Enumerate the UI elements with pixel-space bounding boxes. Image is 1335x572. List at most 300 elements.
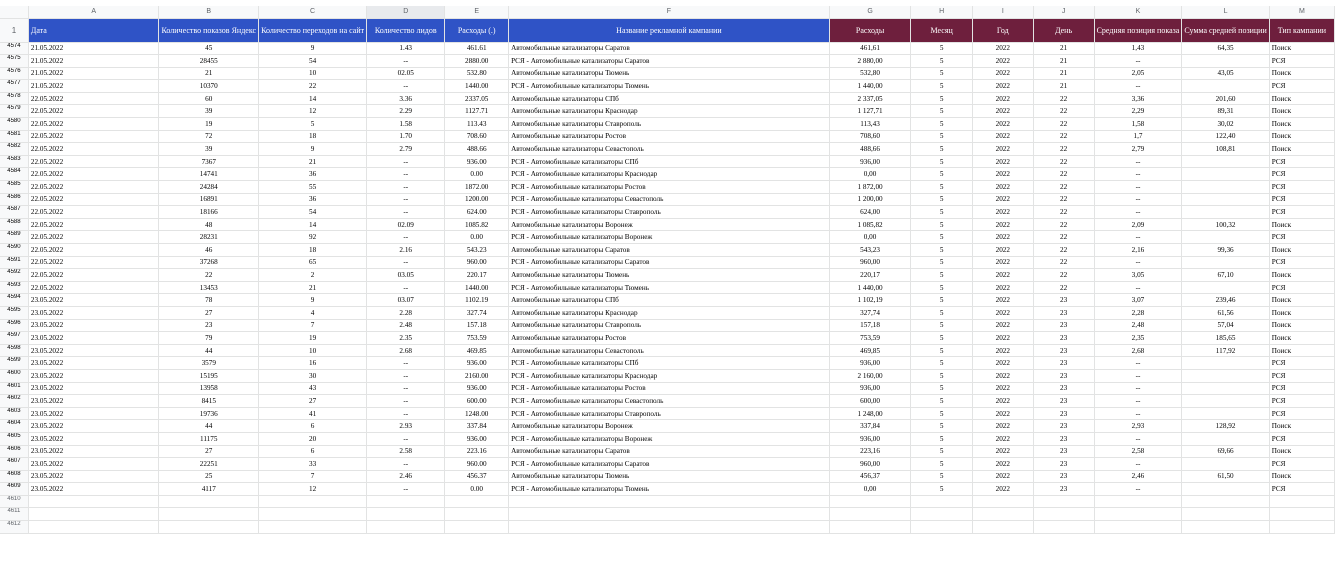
cell-leads[interactable]: -- [367,55,445,68]
cell-avg-position[interactable]: -- [1094,458,1182,471]
cell-clicks[interactable]: 36 [259,193,367,206]
row-number[interactable]: 4582 [0,143,28,156]
cell-impressions[interactable]: 10370 [159,80,259,93]
cell-campaign-name[interactable]: Автомобильные катализаторы СПб [509,294,830,307]
cell-position-sum[interactable] [1182,80,1269,93]
cell-expenses[interactable]: 223,16 [829,445,911,458]
cell-campaign-name[interactable]: Автомобильные катализаторы Севастополь [509,143,830,156]
cell-leads[interactable]: -- [367,281,445,294]
cell-leads[interactable]: 1.70 [367,130,445,143]
cell-expenses-raw[interactable]: 960.00 [445,256,509,269]
row-number[interactable]: 4575 [0,55,28,68]
cell-year[interactable]: 2022 [973,118,1034,131]
cell-leads[interactable]: -- [367,256,445,269]
row-number[interactable]: 4577 [0,80,28,93]
cell-campaign-type[interactable]: Поиск [1269,92,1334,105]
cell-impressions[interactable]: 3579 [159,357,259,370]
empty-cell[interactable] [159,508,259,521]
cell-impressions[interactable]: 21 [159,67,259,80]
cell-day[interactable]: 23 [1033,319,1094,332]
cell-expenses[interactable]: 753,59 [829,332,911,345]
cell-position-sum[interactable]: 201,60 [1182,92,1269,105]
cell-position-sum[interactable]: 67,10 [1182,269,1269,282]
cell-expenses-raw[interactable]: 2337.05 [445,92,509,105]
cell-day[interactable]: 23 [1033,458,1094,471]
cell-position-sum[interactable] [1182,382,1269,395]
row-number[interactable]: 4583 [0,155,28,168]
cell-expenses[interactable]: 1 440,00 [829,80,911,93]
cell-date[interactable]: 22.05.2022 [28,269,159,282]
cell-leads[interactable]: 3.36 [367,92,445,105]
empty-cell[interactable] [1033,508,1094,521]
cell-year[interactable]: 2022 [973,181,1034,194]
cell-day[interactable]: 22 [1033,193,1094,206]
cell-leads[interactable]: 03.07 [367,294,445,307]
cell-expenses-raw[interactable]: 1440.00 [445,80,509,93]
cell-month[interactable]: 5 [911,420,973,433]
row-number[interactable]: 4599 [0,357,28,370]
cell-position-sum[interactable]: 108,81 [1182,143,1269,156]
row-number[interactable]: 4574 [0,42,28,55]
empty-cell[interactable] [28,521,159,534]
empty-cell[interactable] [1269,508,1334,521]
cell-day[interactable]: 23 [1033,470,1094,483]
empty-cell[interactable] [28,495,159,508]
cell-impressions[interactable]: 28231 [159,231,259,244]
cell-avg-position[interactable]: -- [1094,407,1182,420]
cell-clicks[interactable]: 21 [259,155,367,168]
cell-position-sum[interactable] [1182,155,1269,168]
cell-clicks[interactable]: 9 [259,42,367,55]
cell-day[interactable]: 21 [1033,42,1094,55]
empty-cell[interactable] [259,508,367,521]
cell-campaign-type[interactable]: РСЯ [1269,155,1334,168]
cell-clicks[interactable]: 12 [259,483,367,496]
cell-year[interactable]: 2022 [973,319,1034,332]
column-header-a[interactable]: A [28,6,159,18]
cell-campaign-type[interactable]: РСЯ [1269,55,1334,68]
cell-campaign-name[interactable]: Автомобильные катализаторы Тюмень [509,67,830,80]
cell-avg-position[interactable]: 3,05 [1094,269,1182,282]
cell-clicks[interactable]: 5 [259,118,367,131]
cell-date[interactable]: 22.05.2022 [28,193,159,206]
cell-month[interactable]: 5 [911,118,973,131]
cell-position-sum[interactable] [1182,281,1269,294]
cell-date[interactable]: 23.05.2022 [28,470,159,483]
cell-month[interactable]: 5 [911,168,973,181]
cell-expenses-raw[interactable]: 960.00 [445,458,509,471]
cell-expenses-raw[interactable]: 753.59 [445,332,509,345]
cell-campaign-name[interactable]: РСЯ - Автомобильные катализаторы Ставрополь [509,206,830,219]
cell-date[interactable]: 22.05.2022 [28,181,159,194]
cell-month[interactable]: 5 [911,357,973,370]
cell-leads[interactable]: -- [367,193,445,206]
cell-expenses[interactable]: 456,37 [829,470,911,483]
row-number[interactable]: 4611 [0,508,28,521]
cell-clicks[interactable]: 9 [259,294,367,307]
cell-impressions[interactable]: 13958 [159,382,259,395]
cell-expenses[interactable]: 488,66 [829,143,911,156]
cell-position-sum[interactable] [1182,181,1269,194]
cell-year[interactable]: 2022 [973,193,1034,206]
cell-expenses[interactable]: 2 160,00 [829,369,911,382]
row-number[interactable]: 4593 [0,281,28,294]
cell-expenses-raw[interactable]: 936.00 [445,432,509,445]
cell-date[interactable]: 23.05.2022 [28,294,159,307]
cell-impressions[interactable]: 39 [159,143,259,156]
cell-year[interactable]: 2022 [973,269,1034,282]
cell-position-sum[interactable] [1182,231,1269,244]
cell-date[interactable]: 22.05.2022 [28,130,159,143]
cell-leads[interactable]: 02.05 [367,67,445,80]
cell-campaign-name[interactable]: РСЯ - Автомобильные катализаторы СПб [509,155,830,168]
cell-campaign-name[interactable]: Автомобильные катализаторы Ростов [509,332,830,345]
cell-year[interactable]: 2022 [973,470,1034,483]
cell-impressions[interactable]: 78 [159,294,259,307]
cell-impressions[interactable]: 14741 [159,168,259,181]
cell-campaign-name[interactable]: Автомобильные катализаторы Воронеж [509,218,830,231]
row-number[interactable]: 4592 [0,269,28,282]
cell-position-sum[interactable] [1182,407,1269,420]
cell-month[interactable]: 5 [911,155,973,168]
cell-year[interactable]: 2022 [973,143,1034,156]
cell-expenses-raw[interactable]: 1085.82 [445,218,509,231]
cell-clicks[interactable]: 7 [259,470,367,483]
empty-cell[interactable] [367,495,445,508]
row-number[interactable]: 4608 [0,470,28,483]
cell-position-sum[interactable]: 89,31 [1182,105,1269,118]
cell-campaign-name[interactable]: Автомобильные катализаторы Саратов [509,42,830,55]
cell-campaign-name[interactable]: Автомобильные катализаторы Тюмень [509,470,830,483]
cell-campaign-name[interactable]: РСЯ - Автомобильные катализаторы Саратов [509,458,830,471]
cell-month[interactable]: 5 [911,269,973,282]
cell-year[interactable]: 2022 [973,231,1034,244]
cell-campaign-name[interactable]: Автомобильные катализаторы Саратов [509,244,830,257]
row-number[interactable]: 4580 [0,118,28,131]
cell-expenses-raw[interactable]: 113.43 [445,118,509,131]
cell-campaign-type[interactable]: РСЯ [1269,80,1334,93]
row-number[interactable]: 4589 [0,231,28,244]
cell-month[interactable]: 5 [911,42,973,55]
cell-day[interactable]: 23 [1033,407,1094,420]
cell-day[interactable]: 22 [1033,155,1094,168]
cell-expenses[interactable]: 157,18 [829,319,911,332]
cell-clicks[interactable]: 33 [259,458,367,471]
cell-leads[interactable]: 2.35 [367,332,445,345]
cell-month[interactable]: 5 [911,143,973,156]
cell-campaign-type[interactable]: РСЯ [1269,407,1334,420]
cell-position-sum[interactable] [1182,483,1269,496]
cell-day[interactable]: 23 [1033,344,1094,357]
empty-cell[interactable] [829,495,911,508]
header-cell-date[interactable]: Дата [28,18,159,42]
cell-month[interactable]: 5 [911,458,973,471]
cell-expenses-raw[interactable]: 1127.71 [445,105,509,118]
row-number[interactable]: 4576 [0,67,28,80]
cell-campaign-type[interactable]: РСЯ [1269,432,1334,445]
row-number[interactable]: 4596 [0,319,28,332]
cell-day[interactable]: 22 [1033,130,1094,143]
cell-position-sum[interactable] [1182,432,1269,445]
column-header-d[interactable]: D [367,6,445,18]
empty-cell[interactable] [1094,521,1182,534]
cell-impressions[interactable]: 11175 [159,432,259,445]
cell-month[interactable]: 5 [911,470,973,483]
cell-date[interactable]: 21.05.2022 [28,55,159,68]
cell-date[interactable]: 23.05.2022 [28,306,159,319]
cell-campaign-type[interactable]: РСЯ [1269,231,1334,244]
empty-cell[interactable] [1269,521,1334,534]
row-number[interactable]: 4601 [0,382,28,395]
cell-position-sum[interactable]: 57,04 [1182,319,1269,332]
cell-month[interactable]: 5 [911,206,973,219]
cell-impressions[interactable]: 8415 [159,395,259,408]
cell-day[interactable]: 23 [1033,332,1094,345]
cell-leads[interactable]: -- [367,357,445,370]
cell-month[interactable]: 5 [911,319,973,332]
cell-avg-position[interactable]: -- [1094,369,1182,382]
cell-avg-position[interactable]: 1,58 [1094,118,1182,131]
cell-month[interactable]: 5 [911,294,973,307]
cell-campaign-type[interactable]: Поиск [1269,42,1334,55]
cell-impressions[interactable]: 25 [159,470,259,483]
cell-leads[interactable]: 2.93 [367,420,445,433]
cell-campaign-type[interactable]: РСЯ [1269,281,1334,294]
cell-year[interactable]: 2022 [973,42,1034,55]
cell-campaign-name[interactable]: РСЯ - Автомобильные катализаторы Тюмень [509,281,830,294]
cell-impressions[interactable]: 23 [159,319,259,332]
cell-avg-position[interactable]: -- [1094,206,1182,219]
cell-expenses[interactable]: 0,00 [829,168,911,181]
cell-date[interactable]: 22.05.2022 [28,168,159,181]
empty-cell[interactable] [509,521,830,534]
cell-expenses[interactable]: 1 872,00 [829,181,911,194]
cell-leads[interactable]: -- [367,395,445,408]
cell-impressions[interactable]: 19 [159,118,259,131]
cell-leads[interactable]: 2.58 [367,445,445,458]
empty-cell[interactable] [973,521,1034,534]
cell-year[interactable]: 2022 [973,168,1034,181]
cell-clicks[interactable]: 6 [259,445,367,458]
cell-campaign-name[interactable]: РСЯ - Автомобильные катализаторы Воронеж [509,432,830,445]
cell-leads[interactable]: -- [367,483,445,496]
cell-year[interactable]: 2022 [973,130,1034,143]
cell-position-sum[interactable] [1182,357,1269,370]
empty-cell[interactable] [1033,495,1094,508]
cell-campaign-name[interactable]: РСЯ - Автомобильные катализаторы Ростов [509,181,830,194]
cell-leads[interactable]: -- [367,155,445,168]
cell-campaign-type[interactable]: РСЯ [1269,357,1334,370]
header-cell-leads[interactable]: Количество лидов [367,18,445,42]
cell-expenses[interactable]: 1 085,82 [829,218,911,231]
cell-impressions[interactable]: 13453 [159,281,259,294]
cell-leads[interactable]: -- [367,432,445,445]
cell-year[interactable]: 2022 [973,244,1034,257]
cell-day[interactable]: 22 [1033,118,1094,131]
empty-cell[interactable] [445,495,509,508]
cell-avg-position[interactable]: 2,09 [1094,218,1182,231]
cell-leads[interactable]: 2.28 [367,306,445,319]
empty-cell[interactable] [973,508,1034,521]
cell-year[interactable]: 2022 [973,206,1034,219]
cell-clicks[interactable]: 19 [259,332,367,345]
cell-date[interactable]: 23.05.2022 [28,395,159,408]
cell-campaign-name[interactable]: Автомобильные катализаторы Воронеж [509,420,830,433]
cell-impressions[interactable]: 45 [159,42,259,55]
cell-campaign-type[interactable]: Поиск [1269,269,1334,282]
cell-campaign-name[interactable]: РСЯ - Автомобильные катализаторы Севастополь [509,193,830,206]
cell-campaign-name[interactable]: РСЯ - Автомобильные катализаторы Краснодар [509,168,830,181]
cell-day[interactable]: 22 [1033,143,1094,156]
row-number[interactable]: 4578 [0,92,28,105]
cell-day[interactable]: 23 [1033,294,1094,307]
cell-leads[interactable]: 2.48 [367,319,445,332]
cell-year[interactable]: 2022 [973,344,1034,357]
cell-position-sum[interactable] [1182,256,1269,269]
cell-expenses-raw[interactable]: 532.80 [445,67,509,80]
cell-date[interactable]: 22.05.2022 [28,231,159,244]
cell-avg-position[interactable]: 2,16 [1094,244,1182,257]
cell-expenses[interactable]: 936,00 [829,382,911,395]
cell-expenses[interactable]: 1 127,71 [829,105,911,118]
cell-campaign-name[interactable]: РСЯ - Автомобильные катализаторы Саратов [509,256,830,269]
cell-impressions[interactable]: 72 [159,130,259,143]
cell-avg-position[interactable]: 2,46 [1094,470,1182,483]
cell-day[interactable]: 23 [1033,306,1094,319]
cell-avg-position[interactable]: 2,93 [1094,420,1182,433]
cell-impressions[interactable]: 7367 [159,155,259,168]
cell-year[interactable]: 2022 [973,256,1034,269]
cell-day[interactable]: 22 [1033,92,1094,105]
cell-position-sum[interactable] [1182,369,1269,382]
cell-year[interactable]: 2022 [973,306,1034,319]
cell-position-sum[interactable]: 64,35 [1182,42,1269,55]
cell-campaign-name[interactable]: Автомобильные катализаторы Ставрополь [509,118,830,131]
cell-position-sum[interactable] [1182,206,1269,219]
cell-month[interactable]: 5 [911,67,973,80]
cell-clicks[interactable]: 54 [259,55,367,68]
header-cell-day[interactable]: День [1033,18,1094,42]
empty-cell[interactable] [159,495,259,508]
cell-expenses-raw[interactable]: 543.23 [445,244,509,257]
cell-leads[interactable]: -- [367,369,445,382]
cell-date[interactable]: 22.05.2022 [28,118,159,131]
cell-clicks[interactable]: 2 [259,269,367,282]
cell-year[interactable]: 2022 [973,155,1034,168]
cell-expenses-raw[interactable]: 461.61 [445,42,509,55]
header-cell-clicks[interactable]: Количество переходов на сайт [259,18,367,42]
cell-avg-position[interactable]: 2,79 [1094,143,1182,156]
header-cell-month[interactable]: Месяц [911,18,973,42]
cell-date[interactable]: 23.05.2022 [28,344,159,357]
cell-expenses[interactable]: 113,43 [829,118,911,131]
cell-leads[interactable]: -- [367,206,445,219]
cell-avg-position[interactable]: -- [1094,231,1182,244]
row-number[interactable]: 4591 [0,256,28,269]
cell-clicks[interactable]: 12 [259,105,367,118]
cell-clicks[interactable]: 9 [259,143,367,156]
cell-avg-position[interactable]: -- [1094,181,1182,194]
row-number[interactable]: 4594 [0,294,28,307]
cell-campaign-type[interactable]: РСЯ [1269,181,1334,194]
cell-position-sum[interactable]: 239,46 [1182,294,1269,307]
cell-day[interactable]: 22 [1033,256,1094,269]
cell-impressions[interactable]: 18166 [159,206,259,219]
cell-impressions[interactable]: 37268 [159,256,259,269]
cell-year[interactable]: 2022 [973,105,1034,118]
cell-expenses-raw[interactable]: 708.60 [445,130,509,143]
cell-month[interactable]: 5 [911,483,973,496]
row-number[interactable]: 4597 [0,332,28,345]
cell-date[interactable]: 22.05.2022 [28,281,159,294]
row-number[interactable]: 4612 [0,521,28,534]
cell-date[interactable]: 22.05.2022 [28,143,159,156]
cell-avg-position[interactable]: -- [1094,168,1182,181]
cell-expenses-raw[interactable]: 1200.00 [445,193,509,206]
cell-clicks[interactable]: 18 [259,130,367,143]
cell-impressions[interactable]: 22251 [159,458,259,471]
cell-year[interactable]: 2022 [973,395,1034,408]
row-number[interactable]: 4603 [0,407,28,420]
cell-position-sum[interactable]: 43,05 [1182,67,1269,80]
row-number[interactable]: 4584 [0,168,28,181]
header-cell-campaign-type[interactable]: Тип кампании [1269,18,1334,42]
cell-avg-position[interactable]: -- [1094,55,1182,68]
cell-position-sum[interactable]: 99,36 [1182,244,1269,257]
cell-month[interactable]: 5 [911,256,973,269]
column-header-h[interactable]: H [911,6,973,18]
cell-expenses[interactable]: 1 102,19 [829,294,911,307]
header-cell-position-sum[interactable]: Сумма средней позиции [1182,18,1269,42]
cell-expenses-raw[interactable]: 2880.00 [445,55,509,68]
cell-position-sum[interactable] [1182,55,1269,68]
cell-leads[interactable]: 03.05 [367,269,445,282]
cell-avg-position[interactable]: 2,29 [1094,105,1182,118]
cell-clicks[interactable]: 10 [259,67,367,80]
cell-impressions[interactable]: 79 [159,332,259,345]
cell-day[interactable]: 21 [1033,67,1094,80]
row-number[interactable]: 4609 [0,483,28,496]
empty-cell[interactable] [1182,521,1269,534]
cell-expenses[interactable]: 461,61 [829,42,911,55]
cell-day[interactable]: 23 [1033,369,1094,382]
cell-expenses-raw[interactable]: 0.00 [445,483,509,496]
cell-clicks[interactable]: 36 [259,168,367,181]
cell-date[interactable]: 22.05.2022 [28,92,159,105]
cell-expenses[interactable]: 960,00 [829,458,911,471]
cell-month[interactable]: 5 [911,332,973,345]
cell-date[interactable]: 23.05.2022 [28,369,159,382]
cell-date[interactable]: 23.05.2022 [28,420,159,433]
cell-day[interactable]: 22 [1033,218,1094,231]
cell-campaign-name[interactable]: РСЯ - Автомобильные катализаторы Краснодар [509,369,830,382]
column-header-i[interactable]: I [973,6,1034,18]
empty-cell[interactable] [259,521,367,534]
cell-campaign-type[interactable]: РСЯ [1269,168,1334,181]
cell-clicks[interactable]: 14 [259,218,367,231]
cell-day[interactable]: 22 [1033,168,1094,181]
cell-expenses[interactable]: 0,00 [829,483,911,496]
cell-expenses-raw[interactable]: 157.18 [445,319,509,332]
cell-campaign-name[interactable]: РСЯ - Автомобильные катализаторы Ставрополь [509,407,830,420]
cell-position-sum[interactable]: 122,40 [1182,130,1269,143]
cell-avg-position[interactable]: -- [1094,432,1182,445]
cell-expenses-raw[interactable]: 936.00 [445,155,509,168]
cell-avg-position[interactable]: 1,43 [1094,42,1182,55]
cell-year[interactable]: 2022 [973,445,1034,458]
cell-date[interactable]: 23.05.2022 [28,432,159,445]
cell-campaign-name[interactable]: Автомобильные катализаторы Ставрополь [509,319,830,332]
